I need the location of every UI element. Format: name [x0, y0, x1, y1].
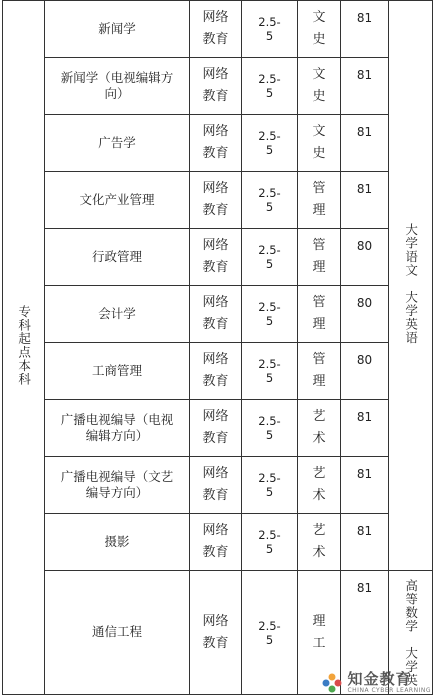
study-mode-text: 教育	[202, 635, 229, 651]
duration-text: 2.5-	[258, 618, 281, 633]
duration-cell	[242, 115, 298, 172]
subject-text: 艺	[312, 466, 326, 481]
subject-text: 术	[312, 488, 326, 503]
subject-text: 理	[312, 260, 326, 275]
duration-text: 5	[265, 29, 274, 43]
duration-text: 5	[265, 632, 274, 647]
study-mode-text: 教育	[202, 32, 229, 47]
table-row	[3, 457, 433, 514]
duration-cell	[242, 1, 298, 58]
duration-text: 5	[265, 428, 274, 442]
duration-text: 2.5-	[258, 528, 281, 542]
duration-text: 2.5-	[258, 72, 281, 86]
study-mode-text: 网络	[202, 352, 229, 367]
study-mode-text: 网络	[202, 181, 229, 196]
study-mode-cell	[190, 571, 242, 695]
subject-text: 史	[312, 32, 326, 47]
major-cell: 新闻学（电视编辑方向）	[45, 58, 190, 115]
table-row	[3, 514, 433, 571]
duration-cell	[242, 343, 298, 400]
watermark	[321, 671, 431, 695]
admission-table	[2, 0, 433, 695]
study-mode-cell	[190, 457, 242, 514]
duration-text: 2.5-	[258, 243, 281, 257]
study-mode-cell	[190, 115, 242, 172]
study-mode-cell	[190, 172, 242, 229]
subject-text: 理	[312, 317, 326, 332]
table-row	[3, 58, 433, 115]
major-cell: 工商管理	[45, 343, 190, 400]
study-mode-text: 教育	[202, 488, 229, 503]
major-cell: 新闻学	[45, 1, 190, 58]
score-cell: 80	[341, 286, 389, 343]
subject-cell	[298, 286, 341, 343]
watermark-sub: CHINA CYBER LEARNING	[347, 687, 431, 694]
duration-cell	[242, 571, 298, 695]
score-cell: 81	[341, 58, 389, 115]
study-mode-text: 教育	[202, 146, 229, 161]
duration-text: 2.5-	[258, 471, 281, 485]
subject-text: 史	[312, 146, 326, 161]
duration-cell	[242, 229, 298, 286]
major-cell: 会计学	[45, 286, 190, 343]
score-cell: 81	[341, 115, 389, 172]
study-mode-text: 网络	[202, 295, 229, 310]
subject-text: 文	[312, 124, 326, 139]
duration-cell	[242, 400, 298, 457]
subject-text: 术	[312, 431, 326, 446]
duration-text: 5	[265, 314, 274, 328]
flower-logo-icon	[321, 672, 343, 694]
major-cell: 广播电视编导（电视编辑方向）	[45, 400, 190, 457]
major-cell: 广告学	[45, 115, 190, 172]
exam-subjects-cell	[389, 1, 433, 571]
subject-cell	[298, 58, 341, 115]
duration-text: 2.5-	[258, 414, 281, 428]
duration-cell	[242, 172, 298, 229]
duration-text: 5	[265, 257, 274, 271]
study-mode-text: 教育	[202, 374, 229, 389]
score-cell: 80	[341, 229, 389, 286]
subject-text: 工	[312, 635, 326, 651]
subject-cell	[298, 514, 341, 571]
study-mode-text: 网络	[202, 10, 229, 25]
subject-text: 史	[312, 89, 326, 104]
exam-subjects-label: 大学语文 大学英语	[403, 222, 419, 345]
duration-text: 5	[265, 200, 274, 214]
study-mode-text: 教育	[202, 431, 229, 446]
subject-text: 理	[312, 613, 326, 629]
study-mode-cell	[190, 514, 242, 571]
score-cell: 81	[341, 457, 389, 514]
study-mode-cell	[190, 343, 242, 400]
duration-cell	[242, 286, 298, 343]
subject-text: 管	[312, 181, 326, 196]
subject-cell	[298, 457, 341, 514]
duration-text: 2.5-	[258, 15, 281, 29]
study-mode-text: 网络	[202, 466, 229, 481]
subject-cell	[298, 343, 341, 400]
study-mode-cell	[190, 1, 242, 58]
major-cell: 摄影	[45, 514, 190, 571]
duration-text: 5	[265, 86, 274, 100]
subject-text: 管	[312, 238, 326, 253]
study-mode-cell	[190, 400, 242, 457]
subject-text: 艺	[312, 523, 326, 538]
subject-text: 文	[312, 67, 326, 82]
duration-cell	[242, 514, 298, 571]
study-mode-text: 教育	[202, 545, 229, 560]
study-mode-text: 网络	[202, 613, 229, 629]
subject-text: 管	[312, 352, 326, 367]
study-mode-text: 网络	[202, 523, 229, 538]
duration-text: 2.5-	[258, 129, 281, 143]
study-mode-cell	[190, 286, 242, 343]
exam-subjects-label: 高等数学 大学英	[403, 579, 419, 687]
subject-cell	[298, 229, 341, 286]
study-mode-cell	[190, 58, 242, 115]
study-mode-cell	[190, 229, 242, 286]
duration-text: 5	[265, 371, 274, 385]
duration-text: 5	[265, 485, 274, 499]
table-row	[3, 172, 433, 229]
duration-text: 2.5-	[258, 300, 281, 314]
subject-cell	[298, 115, 341, 172]
subject-text: 管	[312, 295, 326, 310]
table-row	[3, 400, 433, 457]
watermark-main: 知金教育	[347, 670, 412, 688]
study-mode-text: 教育	[202, 89, 229, 104]
score-cell: 81	[341, 1, 389, 58]
major-cell: 行政管理	[45, 229, 190, 286]
score-cell: 81	[341, 571, 389, 695]
duration-text: 2.5-	[258, 186, 281, 200]
subject-cell	[298, 172, 341, 229]
study-mode-text: 教育	[202, 203, 229, 218]
category-cell	[3, 1, 45, 695]
duration-cell	[242, 58, 298, 115]
score-cell: 81	[341, 172, 389, 229]
table-row	[3, 115, 433, 172]
category-label: 专科起点本科	[16, 304, 32, 386]
major-cell: 广播电视编导（文艺编导方向）	[45, 457, 190, 514]
subject-text: 理	[312, 203, 326, 218]
study-mode-text: 教育	[202, 260, 229, 275]
duration-text: 5	[265, 542, 274, 556]
duration-text: 5	[265, 143, 274, 157]
study-mode-text: 网络	[202, 409, 229, 424]
study-mode-text: 教育	[202, 317, 229, 332]
score-cell: 81	[341, 514, 389, 571]
study-mode-text: 网络	[202, 238, 229, 253]
subject-text: 理	[312, 374, 326, 389]
score-cell: 80	[341, 343, 389, 400]
major-cell: 文化产业管理	[45, 172, 190, 229]
table-row	[3, 343, 433, 400]
subject-text: 文	[312, 10, 326, 25]
subject-text: 术	[312, 545, 326, 560]
duration-cell	[242, 457, 298, 514]
study-mode-text: 网络	[202, 124, 229, 139]
score-cell: 81	[341, 400, 389, 457]
major-cell: 通信工程	[45, 571, 190, 695]
subject-text: 艺	[312, 409, 326, 424]
table-row	[3, 229, 433, 286]
table-row	[3, 286, 433, 343]
subject-cell	[298, 1, 341, 58]
duration-text: 2.5-	[258, 357, 281, 371]
table-row	[3, 1, 433, 58]
study-mode-text: 网络	[202, 67, 229, 82]
subject-cell	[298, 400, 341, 457]
